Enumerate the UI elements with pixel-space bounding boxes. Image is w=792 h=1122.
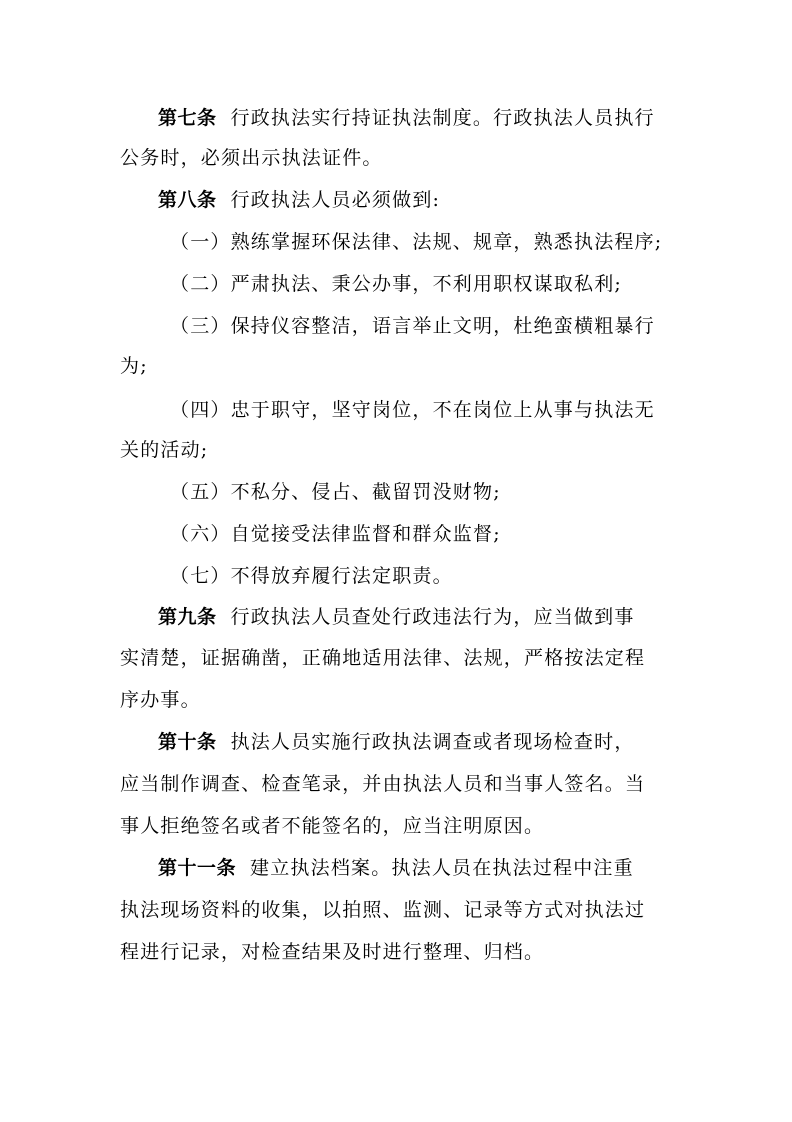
article-10-text-1: 执法人员实施行政执法调查或者现场检查时，: [230, 731, 635, 753]
article-11-line-2: 执法现场资料的收集，以拍照、监测、记录等方式对执法过: [120, 899, 646, 921]
article-8-text-1: 行政执法人员必须做到:: [230, 189, 441, 211]
article-8-item-1: （一）熟练掌握环保法律、法规、规章，熟悉执法程序;: [170, 231, 663, 253]
article-8-item-3-cont: 为;: [120, 355, 148, 377]
article-11-text-1: 建立执法档案。执法人员在执法过程中注重: [250, 857, 634, 879]
article-7-line-2: 公务时，必须出示执法证件。: [120, 147, 383, 169]
article-8-item-4-cont: 关的活动;: [120, 439, 209, 461]
article-8-item-4: （四）忠于职守，坚守岗位，不在岗位上从事与执法无: [170, 399, 655, 421]
article-8-item-3: （三）保持仪容整洁，语言举止文明，杜绝蛮横粗暴行: [170, 315, 655, 337]
article-10-title: 第十条: [158, 731, 217, 753]
article-9-line-2: 实清楚，证据确凿，正确地适用法律、法规，严格按法定程: [120, 647, 646, 669]
article-7-line-1: [158, 106, 680, 130]
article-8-line-1: [158, 188, 680, 212]
article-10-line-2: 应当制作调查、检查笔录，并由执法人员和当事人签名。当: [120, 773, 646, 795]
article-9-line-3: 序办事。: [120, 689, 201, 711]
article-7-text-1: 行政执法实行持证执法制度。行政执法人员执行: [230, 107, 655, 129]
article-9-line-1: [158, 605, 680, 629]
article-8-item-7: （七）不得放弃履行法定职责。: [170, 565, 453, 587]
article-11-line-3: 程进行记录，对检查结果及时进行整理、归档。: [120, 941, 545, 963]
article-8-title: 第八条: [158, 189, 217, 211]
article-10-line-1: [158, 730, 680, 754]
article-8-item-6: （六）自觉接受法律监督和群众监督;: [170, 523, 501, 545]
article-7-title: 第七条: [158, 107, 217, 129]
article-8-item-5: （五）不私分、侵占、截留罚没财物;: [170, 481, 501, 503]
article-9-text-1: 行政执法人员查处行政违法行为，应当做到事: [230, 606, 635, 628]
article-10-line-3: 事人拒绝签名或者不能签名的，应当注明原因。: [120, 815, 545, 837]
article-9-title: 第九条: [158, 606, 217, 628]
article-8-item-2: （二）严肃执法、秉公办事，不利用职权谋取私利;: [170, 273, 623, 295]
article-11-line-1: [158, 856, 680, 880]
article-11-title: 第十一条: [158, 857, 237, 879]
